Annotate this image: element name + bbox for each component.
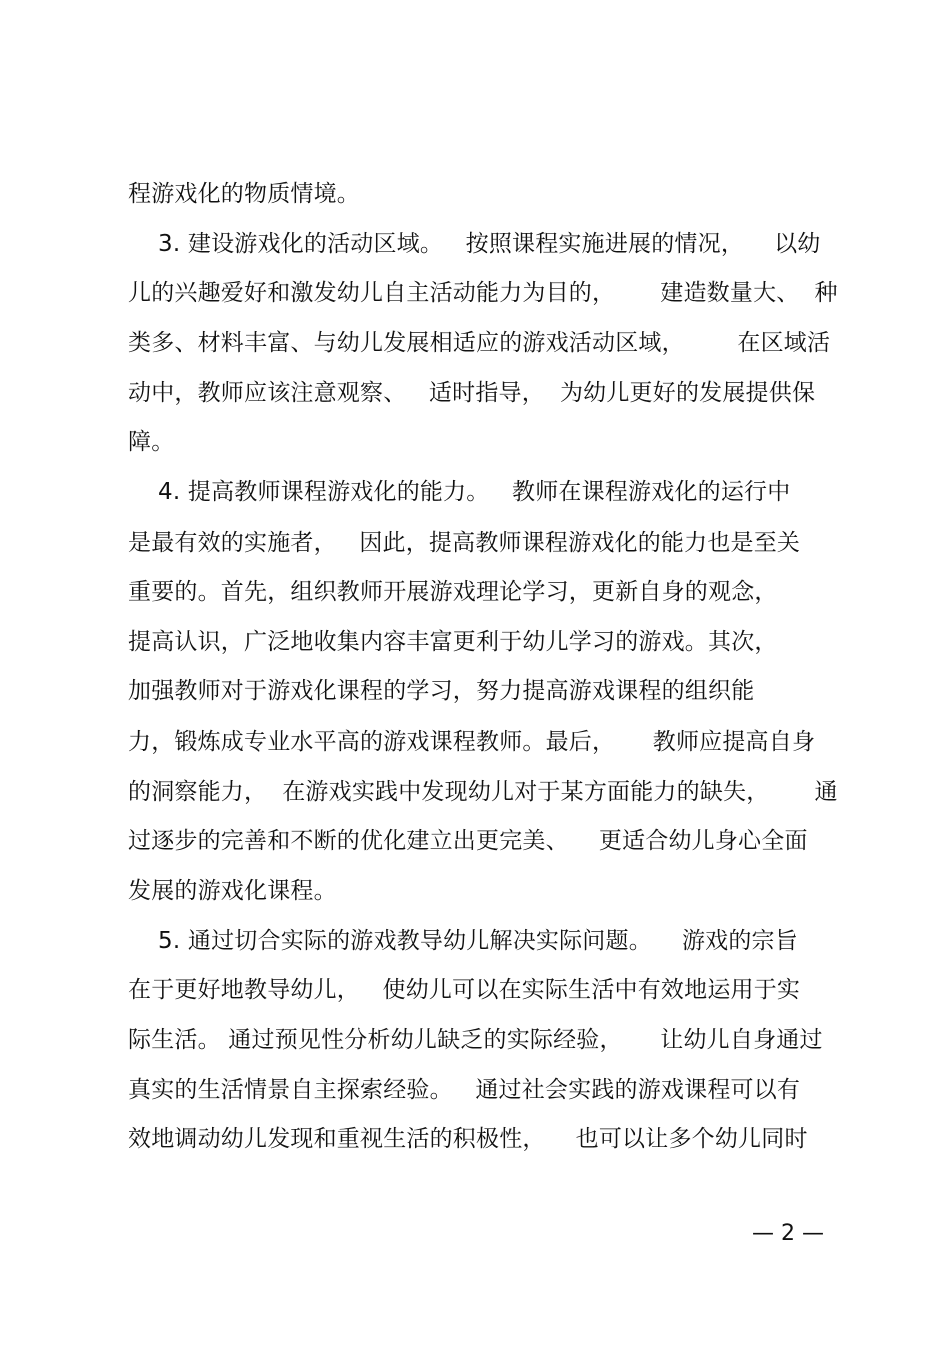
text-line: 3. 建设游戏化的活动区域。 按照课程实施进展的情况， 以幼 bbox=[128, 231, 821, 257]
text-line: 提高认识，广泛地收集内容丰富更利于幼儿学习的游戏。其次， bbox=[128, 629, 778, 655]
text-line: 障。 bbox=[128, 429, 175, 455]
text-line: 5. 通过切合实际的游戏教导幼儿解决实际问题。 游戏的宗旨 bbox=[128, 928, 798, 954]
text-line: 过逐步的完善和不断的优化建立出更完美、 更适合幼儿身心全面 bbox=[128, 828, 808, 854]
text-line: 重要的。首先，组织教师开展游戏理论学习，更新自身的观念， bbox=[128, 579, 778, 605]
text-line: 是最有效的实施者， 因此，提高教师课程游戏化的能力也是至关 bbox=[128, 530, 801, 556]
text-line: 力，锻炼成专业水平高的游戏课程教师。最后， 教师应提高自身 bbox=[128, 729, 816, 755]
text-line: 真实的生活情景自主探索经验。 通过社会实践的游戏课程可以有 bbox=[128, 1077, 801, 1103]
text-line: 程游戏化的物质情境。 bbox=[128, 181, 360, 207]
text-line: 效地调动幼儿发现和重视生活的积极性， 也可以让多个幼儿同时 bbox=[128, 1126, 808, 1152]
text-line: 4. 提高教师课程游戏化的能力。 教师在课程游戏化的运行中 bbox=[128, 479, 791, 505]
page-number: — 2 — bbox=[752, 1221, 824, 1246]
text-line: 的洞察能力， 在游戏实践中发现幼儿对于某方面能力的缺失， 通 bbox=[128, 779, 838, 805]
text-line: 加强教师对于游戏化课程的学习，努力提高游戏课程的组织能 bbox=[128, 678, 755, 704]
text-line: 儿的兴趣爱好和激发幼儿自主活动能力为目的， 建造数量大、 种 bbox=[128, 280, 838, 306]
text-line: 动中，教师应该注意观察、 适时指导， 为幼儿更好的发展提供保 bbox=[128, 380, 816, 406]
text-line: 在于更好地教导幼儿， 使幼儿可以在实际生活中有效地运用于实 bbox=[128, 977, 801, 1003]
text-line: 发展的游戏化课程。 bbox=[128, 878, 337, 904]
text-line: 类多、材料丰富、与幼儿发展相适应的游戏活动区域， 在区域活 bbox=[128, 330, 831, 356]
text-line: 际生活。 通过预见性分析幼儿缺乏的实际经验， 让幼儿自身通过 bbox=[128, 1027, 823, 1053]
